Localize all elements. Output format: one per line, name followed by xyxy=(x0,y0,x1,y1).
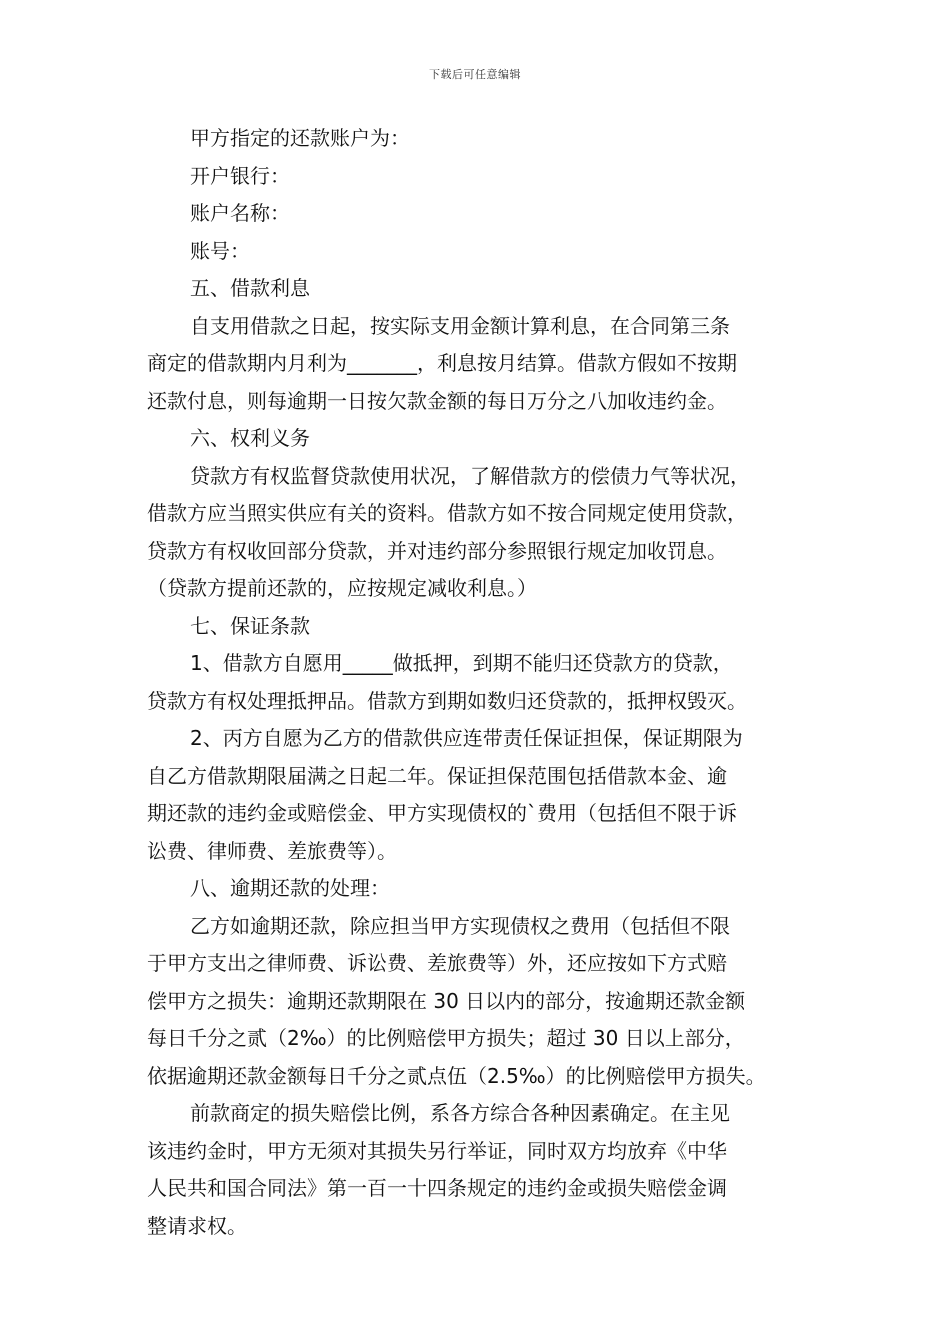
text-line: 整请求权。 xyxy=(147,1213,247,1238)
page-header-watermark: 下载后可任意编辑 xyxy=(429,68,521,81)
document-body xyxy=(147,120,807,1245)
text-line: 贷款方有权收回部分贷款，并对违约部分参照银行规定加收罚息。 xyxy=(147,538,727,563)
text-line: 于甲方支出之律师费、诉讼费、差旅费等）外，还应按如下方式赔 xyxy=(147,951,727,975)
text-line: 账户名称： xyxy=(190,201,290,225)
section-heading: 七、保证条款 xyxy=(190,613,310,638)
text-line: 贷款方有权监督贷款使用状况，了解借款方的偿债力气等状况， xyxy=(190,463,750,488)
section-heading: 五、借款利息 xyxy=(190,276,310,300)
text-line: 借款方应当照实供应有关的资料。借款方如不按合同规定使用贷款， xyxy=(147,501,747,525)
text-line: 讼费、律师费、差旅费等）。 xyxy=(147,838,397,863)
text-line: 账号： xyxy=(190,238,250,263)
text-line: 1、借款方自愿用_____做抵押，到期不能归还贷款方的贷款， xyxy=(190,651,733,675)
section-heading: 八、逾期还款的处理： xyxy=(190,876,390,900)
text-line: 自支用借款之日起，按实际支用金额计算利息，在合同第三条 xyxy=(190,313,730,338)
text-line: 2、丙方自愿为乙方的借款供应连带责任保证担保，保证期限为 xyxy=(190,726,743,750)
text-line: 前款商定的损失赔偿比例，系各方综合各种因素确定。在主见 xyxy=(190,1101,730,1125)
text-line: （贷款方提前还款的，应按规定减收利息。） xyxy=(147,576,537,600)
text-line: 每日千分之贰（2‰）的比例赔偿甲方损失；超过 30 日以上部分， xyxy=(147,1026,745,1050)
text-line: 开户银行： xyxy=(190,163,290,188)
text-line: 期还款的违约金或赔偿金、甲方实现债权的`费用（包括但不限于诉 xyxy=(147,801,737,825)
text-line: 该违约金时，甲方无须对其损失另行举证，同时双方均放弃《中华 xyxy=(147,1138,727,1163)
text-line: 乙方如逾期还款，除应担当甲方实现债权之费用（包括但不限 xyxy=(190,913,730,938)
text-line: 还款付息，则每逾期一日按欠款金额的每日万分之八加收违约金。 xyxy=(147,388,727,413)
text-line: 甲方指定的还款账户为： xyxy=(190,126,410,150)
text-line: 依据逾期还款金额每日千分之贰点伍（2.5‰）的比例赔偿甲方损失。 xyxy=(147,1063,766,1088)
text-line: 贷款方有权处理抵押品。借款方到期如数归还贷款的，抵押权毁灭。 xyxy=(147,688,747,713)
section-heading: 六、权利义务 xyxy=(190,426,310,450)
text-line: 人民共和国合同法》第一百一十四条规定的违约金或损失赔偿金调 xyxy=(147,1176,727,1200)
text-line: 偿甲方之损失：逾期还款期限在 30 日以内的部分，按逾期还款金额 xyxy=(147,988,746,1013)
text-line: 商定的借款期内月利为_______，利息按月结算。借款方假如不按期 xyxy=(147,351,737,375)
text-line: 自乙方借款期限届满之日起二年。保证担保范围包括借款本金、逾 xyxy=(147,763,727,788)
